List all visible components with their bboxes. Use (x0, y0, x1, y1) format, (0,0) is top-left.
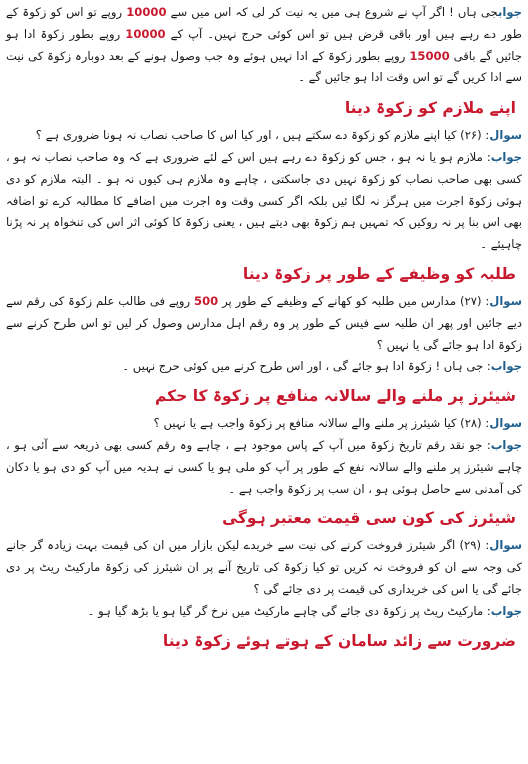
paragraph-text: : (۲۹) اگر شیئرز فروخت کرنے کی نیت سے خریدے لیکن بازار میں ان کی قیمت بہت زیادہ گر جانے کی وجہ سے ان کو فروخت نہ کریں تو کیا زکوۃ کی تاریخ آنے پر ان شیئرز کی زکوۃ مارکیٹ ریٹ پر دی جائے گی یا اس کی خریداری کی قیمت پر دی جائے گی ؟ (6, 538, 522, 596)
answer-label: جواب (490, 149, 522, 164)
paragraph-text: : (۲۶) کیا اپنے ملازم کو زکوۃ دے سکتے ہیں ، اور کیا اس کا صاحب نصاب نہ ہونا ضروری ہے ؟ (35, 128, 490, 143)
paragraph-p4 (6, 291, 522, 356)
paragraph-p8 (6, 535, 522, 600)
paragraph-p3 (6, 147, 522, 256)
paragraph-p2 (6, 125, 522, 147)
section-heading-h1: اپنے ملازم کو زکوۃ دینا (344, 99, 516, 118)
amount-number: 10000 (125, 26, 166, 41)
paragraph-p6 (6, 413, 522, 435)
answer-label: جواب (490, 603, 522, 618)
question-label: سوال (489, 293, 522, 308)
amount-number: 10000 (126, 5, 167, 19)
paragraph-text: روپے بطور زکوۃ ادا ہو جائیں گے باقی (6, 26, 522, 63)
amount-number: 15000 (409, 48, 450, 63)
paragraph-p1 (6, 2, 522, 89)
section-heading-h3: شیئرز پر ملنے والے سالانہ منافع پر زکوۃ کا حکم (154, 387, 516, 406)
paragraph-text: روپے تو اس کو زکوۃ کے طور دے رہے ہیں اور باقی قرض ہیں تو اس کوئی حرج نہیں۔ آپ کے (6, 5, 522, 41)
answer-label: جواب (490, 437, 522, 452)
paragraph-text: : (۲۸) کیا شیئرز پر ملنے والے سالانہ منافع پر زکوۃ واجب ہے یا نہیں ؟ (153, 416, 490, 431)
answer-label: جواب (498, 5, 522, 19)
section-heading-h2: طلبہ کو وظیفے کے طور پر زکوۃ دینا (242, 264, 516, 283)
paragraph-p7 (6, 435, 522, 500)
paragraph-text: روپے بطور زکوۃ کے ادا نہیں ہوئے وہ جب وصول ہونے کے بعد دوبارہ زکوۃ کی نیت سے ادا کریں گے تو اس وقت ادا ہو جائیں گے ۔ (6, 48, 522, 85)
paragraph-text: : مارکیٹ ریٹ پر زکوۃ دی جائے گی چاہے مارکیٹ میں نرخ گر گیا ہو یا بڑھ گیا ہو ۔ (87, 603, 491, 618)
question-label: سوال (489, 128, 522, 143)
section-heading-h4: شیئرز کی کون سی قیمت معتبر ہوگی (222, 509, 516, 528)
paragraph-text: : جو نقد رقم تاریخ زکوۃ میں آپ کے پاس موجود ہے ، چاہے وہ رقم کسی بھی ذریعہ سے آئی ہو ، چاہے شیئرز پر ملنے والے سالانہ نفع کے طور پر آپ کو ملی ہو یا کسی نے ہدیہ میں آپ کو دی ہو یا دکان کی آمدنی سے حاصل ہوئی ہو ، ان سب پر زکوۃ واجب ہے ۔ (6, 437, 522, 496)
paragraph-p5 (6, 356, 522, 378)
section-heading-h5: ضرورت سے زائد سامان کے ہوتے ہوئے زکوۃ دینا (162, 631, 516, 650)
paragraph-text: روپے فی طالب علم زکوۃ کی رقم سے دیے جائیں اور پھر ان طلبہ سے فیس کے طور پر وہ رقم اہل مدارس وصول کر لیں تو اس طرح کرنے سے زکوۃ ادا ہو جائے گی یا نہیں ؟ (6, 293, 522, 352)
paragraph-text: : (۲۷) مدارس میں طلبہ کو کھانے کے وظیفے کے طور پر (218, 293, 490, 308)
amount-number: 500 (194, 293, 219, 308)
answer-label: جواب (490, 359, 522, 374)
paragraph-p9 (6, 601, 522, 623)
paragraph-text: جی ہاں ! اگر آپ نے شروع ہی میں یہ نیت کر لی کہ اس میں سے (166, 5, 499, 19)
paragraph-text: : ملازم ہو یا نہ ہو ، جس کو زکوۃ دے رہے ہیں اس کے لئے ضروری ہے کہ وہ صاحب نصاب نہ ہو ، کسی بھی صاحب نصاب کو زکوۃ نہیں دی جاسکتی ، چاہے وہ ملازم ہی کیوں نہ ہو ۔ البتہ ملازم کو دی ہوئی زکوۃ اجرت میں ہرگز نہ لگا ئیں بلکہ اگر کسی وقت وہ اجرت میں اضافے کا مطالبہ کرے تو اضافہ بھی اس بنا پر نہ روکیں کہ تمہیں ہم زکوۃ بھی دیتے ہیں ، یعنی زکوۃ کا کوئی اثر اس کی تنخواہ پر نہ پڑنا چاہیئے ۔ (6, 149, 522, 252)
question-label: سوال (489, 416, 522, 431)
question-label: سوال (489, 538, 522, 553)
paragraph-text: : جی ہاں ! زکوۃ ادا ہو جائے گی ، اور اس طرح کرنے میں کوئی حرج نہیں ۔ (122, 359, 491, 374)
